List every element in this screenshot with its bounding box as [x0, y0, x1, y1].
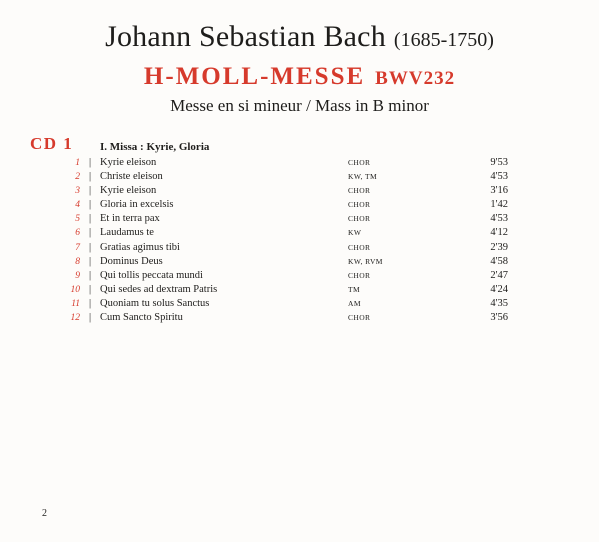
- track-performers: CHOR: [348, 186, 371, 196]
- track-title: Kyrie eleison: [100, 157, 157, 168]
- track-title: Christe eleison: [100, 171, 163, 183]
- track-title: Dominus Deus: [100, 255, 163, 267]
- track-performers: KW: [348, 228, 362, 238]
- track-separator: |: [88, 312, 92, 324]
- track-number: 10: [70, 284, 80, 295]
- track-row: [0, 311, 599, 325]
- track-separator: |: [88, 213, 92, 225]
- track-separator: |: [88, 185, 92, 197]
- track-separator: |: [88, 255, 92, 267]
- track-title: Qui sedes ad dextram Patris: [100, 283, 218, 295]
- track-performers: CHOR: [348, 242, 371, 252]
- track-duration: 2'47: [490, 269, 508, 281]
- track-number: 8: [75, 256, 80, 267]
- track-number: 12: [70, 313, 80, 324]
- track-title: Kyrie eleison: [100, 185, 157, 197]
- track-separator: |: [88, 269, 92, 281]
- track-row: [0, 170, 599, 184]
- track-duration: 3'16: [490, 185, 508, 197]
- track-title: Cum Sancto Spiritu: [100, 312, 183, 324]
- track-performers: CHOR: [348, 214, 371, 224]
- track-duration: 2'39: [490, 241, 508, 253]
- track-number: 2: [75, 172, 80, 183]
- track-performers: CHOR: [348, 200, 371, 210]
- track-separator: |: [88, 283, 92, 295]
- page-number: 2: [42, 508, 47, 519]
- track-row: [0, 269, 599, 283]
- track-title: Et in terra pax: [100, 213, 160, 225]
- track-number: 5: [75, 214, 80, 225]
- track-number: 4: [75, 200, 80, 211]
- composer-name: Johann Sebastian Bach: [105, 20, 386, 53]
- track-duration: 4'53: [490, 171, 508, 183]
- catalog-number: BWV232: [375, 68, 456, 89]
- track-performers: CHOR: [348, 270, 371, 280]
- track-separator: |: [88, 297, 92, 309]
- track-row: [0, 255, 599, 269]
- track-duration: 1'42: [490, 199, 508, 211]
- track-number: 6: [75, 228, 80, 239]
- work-name: H-MOLL-MESSE: [143, 63, 366, 90]
- track-duration: 4'12: [490, 227, 508, 239]
- track-list: [0, 156, 599, 325]
- track-row: [0, 283, 599, 297]
- track-performers: KW, RVM: [348, 256, 383, 266]
- track-row: [0, 212, 599, 226]
- track-row: [0, 198, 599, 212]
- cd-label: CD 1: [30, 134, 74, 153]
- track-duration: 4'35: [490, 297, 508, 309]
- track-row: [0, 226, 599, 240]
- track-row: [0, 156, 599, 170]
- track-duration: 3'56: [490, 312, 508, 324]
- work-subtitle: Messe en si mineur / Mass in B minor: [170, 96, 429, 115]
- track-number: 9: [75, 270, 80, 281]
- track-performers: TM: [348, 284, 361, 294]
- track-title: Laudamus te: [100, 227, 154, 239]
- track-title: Gloria in excelsis: [100, 199, 174, 211]
- track-performers: AM: [348, 298, 361, 308]
- track-performers: CHOR: [348, 313, 371, 323]
- track-duration: 9'53: [490, 157, 508, 168]
- track-row: [0, 241, 599, 255]
- track-separator: |: [88, 171, 92, 183]
- track-separator: |: [88, 199, 92, 211]
- work-title: [0, 63, 599, 91]
- track-title: Quoniam tu solus Sanctus: [100, 297, 210, 309]
- track-performers: KW, TM: [348, 172, 378, 182]
- track-duration: 4'53: [490, 213, 508, 225]
- track-number: 3: [75, 186, 80, 197]
- part-title: I. Missa : Kyrie, Gloria: [100, 141, 210, 153]
- composer-line: [0, 20, 599, 54]
- track-row: [0, 184, 599, 198]
- track-duration: 4'58: [490, 255, 508, 267]
- track-separator: |: [88, 157, 92, 168]
- track-number: 1: [75, 158, 80, 168]
- track-duration: 4'24: [490, 283, 508, 295]
- track-title: Gratias agimus tibi: [100, 241, 180, 253]
- track-separator: |: [88, 227, 92, 239]
- track-number: 7: [75, 242, 80, 253]
- track-title: Qui tollis peccata mundi: [100, 269, 203, 281]
- track-number: 11: [71, 298, 80, 309]
- track-row: [0, 297, 599, 311]
- composer-dates: (1685-1750): [393, 29, 494, 51]
- track-performers: CHOR: [348, 158, 371, 167]
- track-separator: |: [88, 241, 92, 253]
